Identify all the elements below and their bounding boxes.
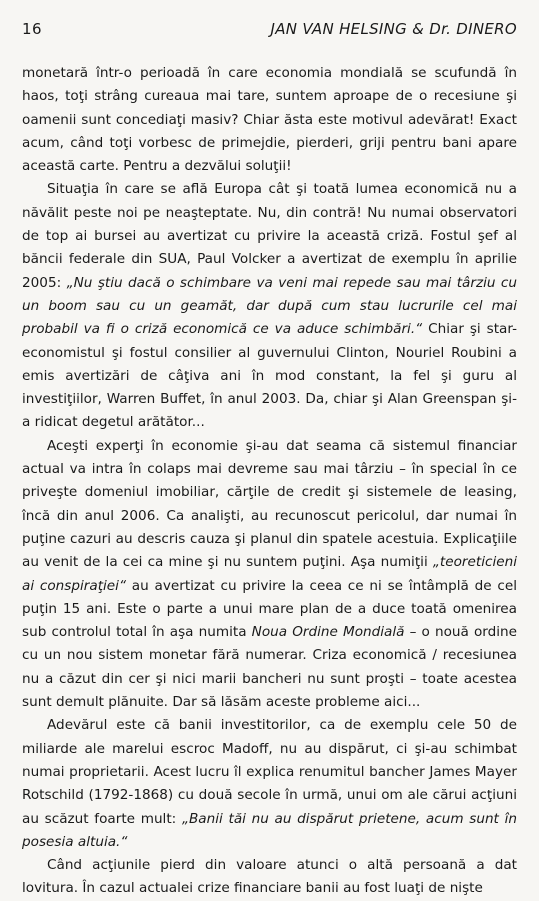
text-run: Chiar şi star-economistul şi fostul consilier al guvernului Clinton, Nouriel Roubini a emis avertizări de câţiva ani în mod constant, la fel şi guru al investiţiilor, Warren Buffet, în anul 2003. Da, chiar şi Alan Greenspan şi-a ridicat degetul arătător...	[22, 321, 517, 431]
text-run: Situaţia în care se află Europa cât şi toată lumea economică nu a năvălit peste noi pe neaşteptate. Nu, din contră! Nu numai observatori de top ai bursei au avertizat cu privire la această criză. Fostul şef al băncii federale din SUA, Paul Volcker a avertizat de exemplu în aprilie 2005:	[22, 181, 517, 291]
text-run: Când acţiunile pierd din valoare atunci o altă persoană a dat lovitura. În cazul actualei crize financiare banii au fost luaţi de nişte	[22, 857, 517, 897]
page-header	[22, 20, 517, 60]
italic-quote: „Nu ştiu dacă o schimbare va veni mai repede sau mai târziu cu un boom sau cu un geamăt, dar după cum stau lucrurile cel mai probabil va fi o criză economică ce va aduce schimbări.“	[22, 274, 518, 338]
italic-quote: „teoreticieni ai conspiraţiei“	[22, 554, 517, 594]
paragraph	[22, 854, 517, 901]
italic-quote: Noua Ordine Mondială	[251, 624, 405, 641]
text-run: – o nouă ordine cu un nou sistem monetar fără numerar. Criza economică / recesiunea nu a căzut din cer şi nici marii bancheri nu sunt proşti – toate acestea sunt demult plănuite. Dar să lăsăm aceste probleme aici...	[22, 624, 517, 711]
paragraph	[22, 62, 517, 178]
body-text	[22, 62, 517, 901]
paragraph	[22, 714, 517, 854]
paragraph	[22, 435, 517, 715]
italic-quote: „Banii tăi nu au dispărut prietene, acum sunt în posesia altuia.“	[22, 810, 517, 850]
text-run: monetară într-o perioadă în care economia mondială se scufundă în haos, toţi strâng cureaua mai tare, suntem aproape de o recesiune şi oamenii sunt concediaţi masiv? Chiar ăsta este motivul adevărat! Exact acum, când toţi vorbesc de primejdie, pierderi, griji pentru bani apare această carte. Pentru a dezvălui soluţii!	[22, 65, 517, 175]
text-run: au avertizat cu privire la ceea ce ni se întâmplă de cel puţin 15 ani. Este o parte a unui mare plan de a duce toată omenirea sub controlul total în aşa numita	[22, 577, 518, 641]
paragraph	[22, 178, 517, 434]
text-run: Aceşti experţi în economie şi-au dat seama că sistemul financiar actual va intra în colaps mai devreme sau mai târziu – în special în ce priveşte domeniul imobiliar, cărţile de credit şi sistemele de leasing, încă din anul 2006. Ca analişti, au recunoscut pericolul, dar numai în puţine cazuri au descris cauza şi planul din spatele acestuia. Explicaţiile au venit de la cei ca mine şi nu suntem puţini. Aşa numiţii	[22, 437, 517, 571]
text-run: Adevărul este că banii investitorilor, ca de exemplu cele 50 de miliarde ale marelui escroc Madoff, nu au dispărut, ci şi-au schimbat numai proprietarii. Acest lucru îl explica renumitul bancher James Mayer Rotschild (1792-1868) cu două secole în urmă, unui om ale cărui acţiuni au scăzut foarte mult:	[22, 717, 517, 827]
running-head: JAN VAN HELSING & Dr. DINERO	[270, 20, 517, 38]
page-number: 16	[22, 20, 43, 38]
